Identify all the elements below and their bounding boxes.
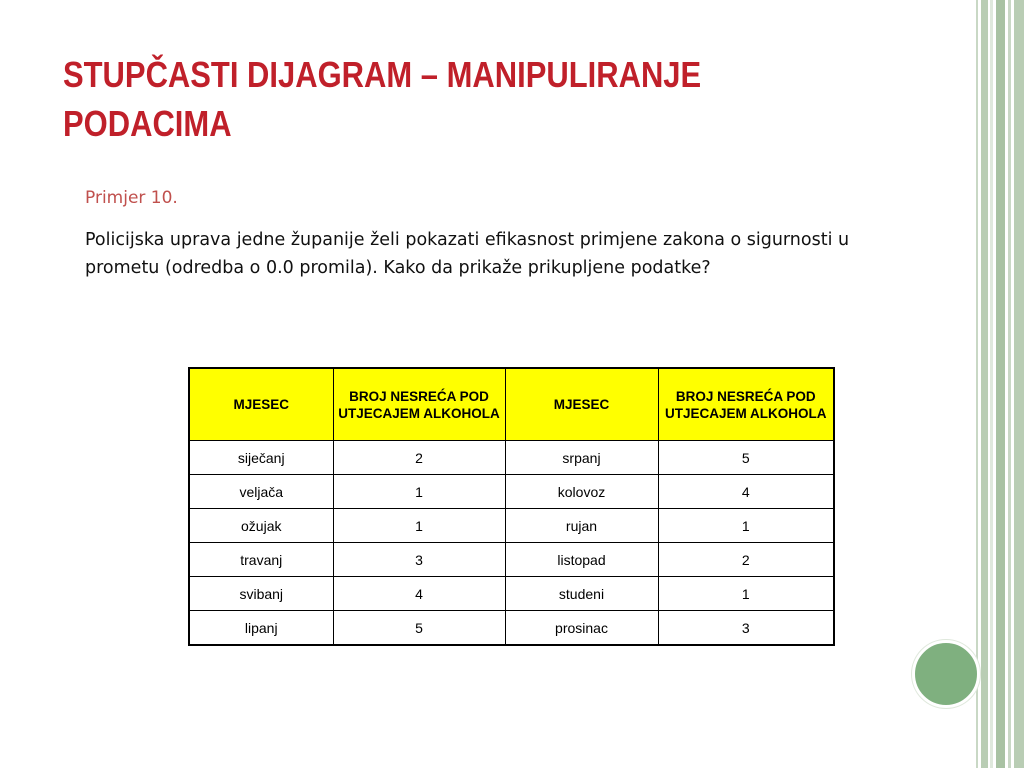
header-month-1: MJESEC: [189, 368, 333, 441]
header-accidents-1: BROJ NESREĆA POD UTJECAJEM ALKOHOLA: [333, 368, 505, 441]
table-row: [189, 475, 834, 509]
month-cell: rujan: [505, 509, 658, 543]
month-cell: travanj: [189, 543, 333, 577]
month-cell: ožujak: [189, 509, 333, 543]
decorative-stripe: [1008, 0, 1011, 768]
decorative-stripe: [990, 0, 993, 768]
month-cell: prosinac: [505, 611, 658, 646]
month-cell: kolovoz: [505, 475, 658, 509]
slide-title-line-2: PODACIMA: [63, 103, 232, 144]
decorative-stripe: [996, 0, 1005, 768]
accidents-table: [188, 367, 835, 646]
table-row: [189, 577, 834, 611]
table-header-row: [189, 368, 834, 441]
count-cell: 4: [658, 475, 834, 509]
decorative-stripe: [1014, 0, 1024, 768]
month-cell: srpanj: [505, 441, 658, 475]
slide-title-line-1: STUPČASTI DIJAGRAM – MANIPULIRANJE: [63, 54, 702, 95]
table-row: [189, 543, 834, 577]
count-cell: 4: [333, 577, 505, 611]
count-cell: 5: [658, 441, 834, 475]
decorative-stripe: [981, 0, 988, 768]
month-cell: siječanj: [189, 441, 333, 475]
table-row: [189, 441, 834, 475]
month-cell: lipanj: [189, 611, 333, 646]
month-cell: listopad: [505, 543, 658, 577]
month-cell: studeni: [505, 577, 658, 611]
table-row: [189, 509, 834, 543]
count-cell: 1: [333, 509, 505, 543]
count-cell: 5: [333, 611, 505, 646]
slide-title: [63, 50, 803, 148]
count-cell: 3: [658, 611, 834, 646]
count-cell: 1: [658, 509, 834, 543]
count-cell: 1: [658, 577, 834, 611]
count-cell: 2: [658, 543, 834, 577]
month-cell: veljača: [189, 475, 333, 509]
example-label: Primjer 10.: [85, 188, 178, 208]
month-cell: svibanj: [189, 577, 333, 611]
header-month-2: MJESEC: [505, 368, 658, 441]
decorative-stripe: [976, 0, 978, 768]
header-accidents-2: BROJ NESREĆA POD UTJECAJEM ALKOHOLA: [658, 368, 834, 441]
problem-statement: Policijska uprava jedne županije želi pokazati efikasnost primjene zakona o sigurnosti u prometu (odredba o 0.0 promila). Kako da prikaže prikupljene podatke?: [85, 230, 850, 278]
table-row: [189, 611, 834, 646]
count-cell: 1: [333, 475, 505, 509]
decorative-circle: [912, 640, 980, 708]
count-cell: 3: [333, 543, 505, 577]
count-cell: 2: [333, 441, 505, 475]
